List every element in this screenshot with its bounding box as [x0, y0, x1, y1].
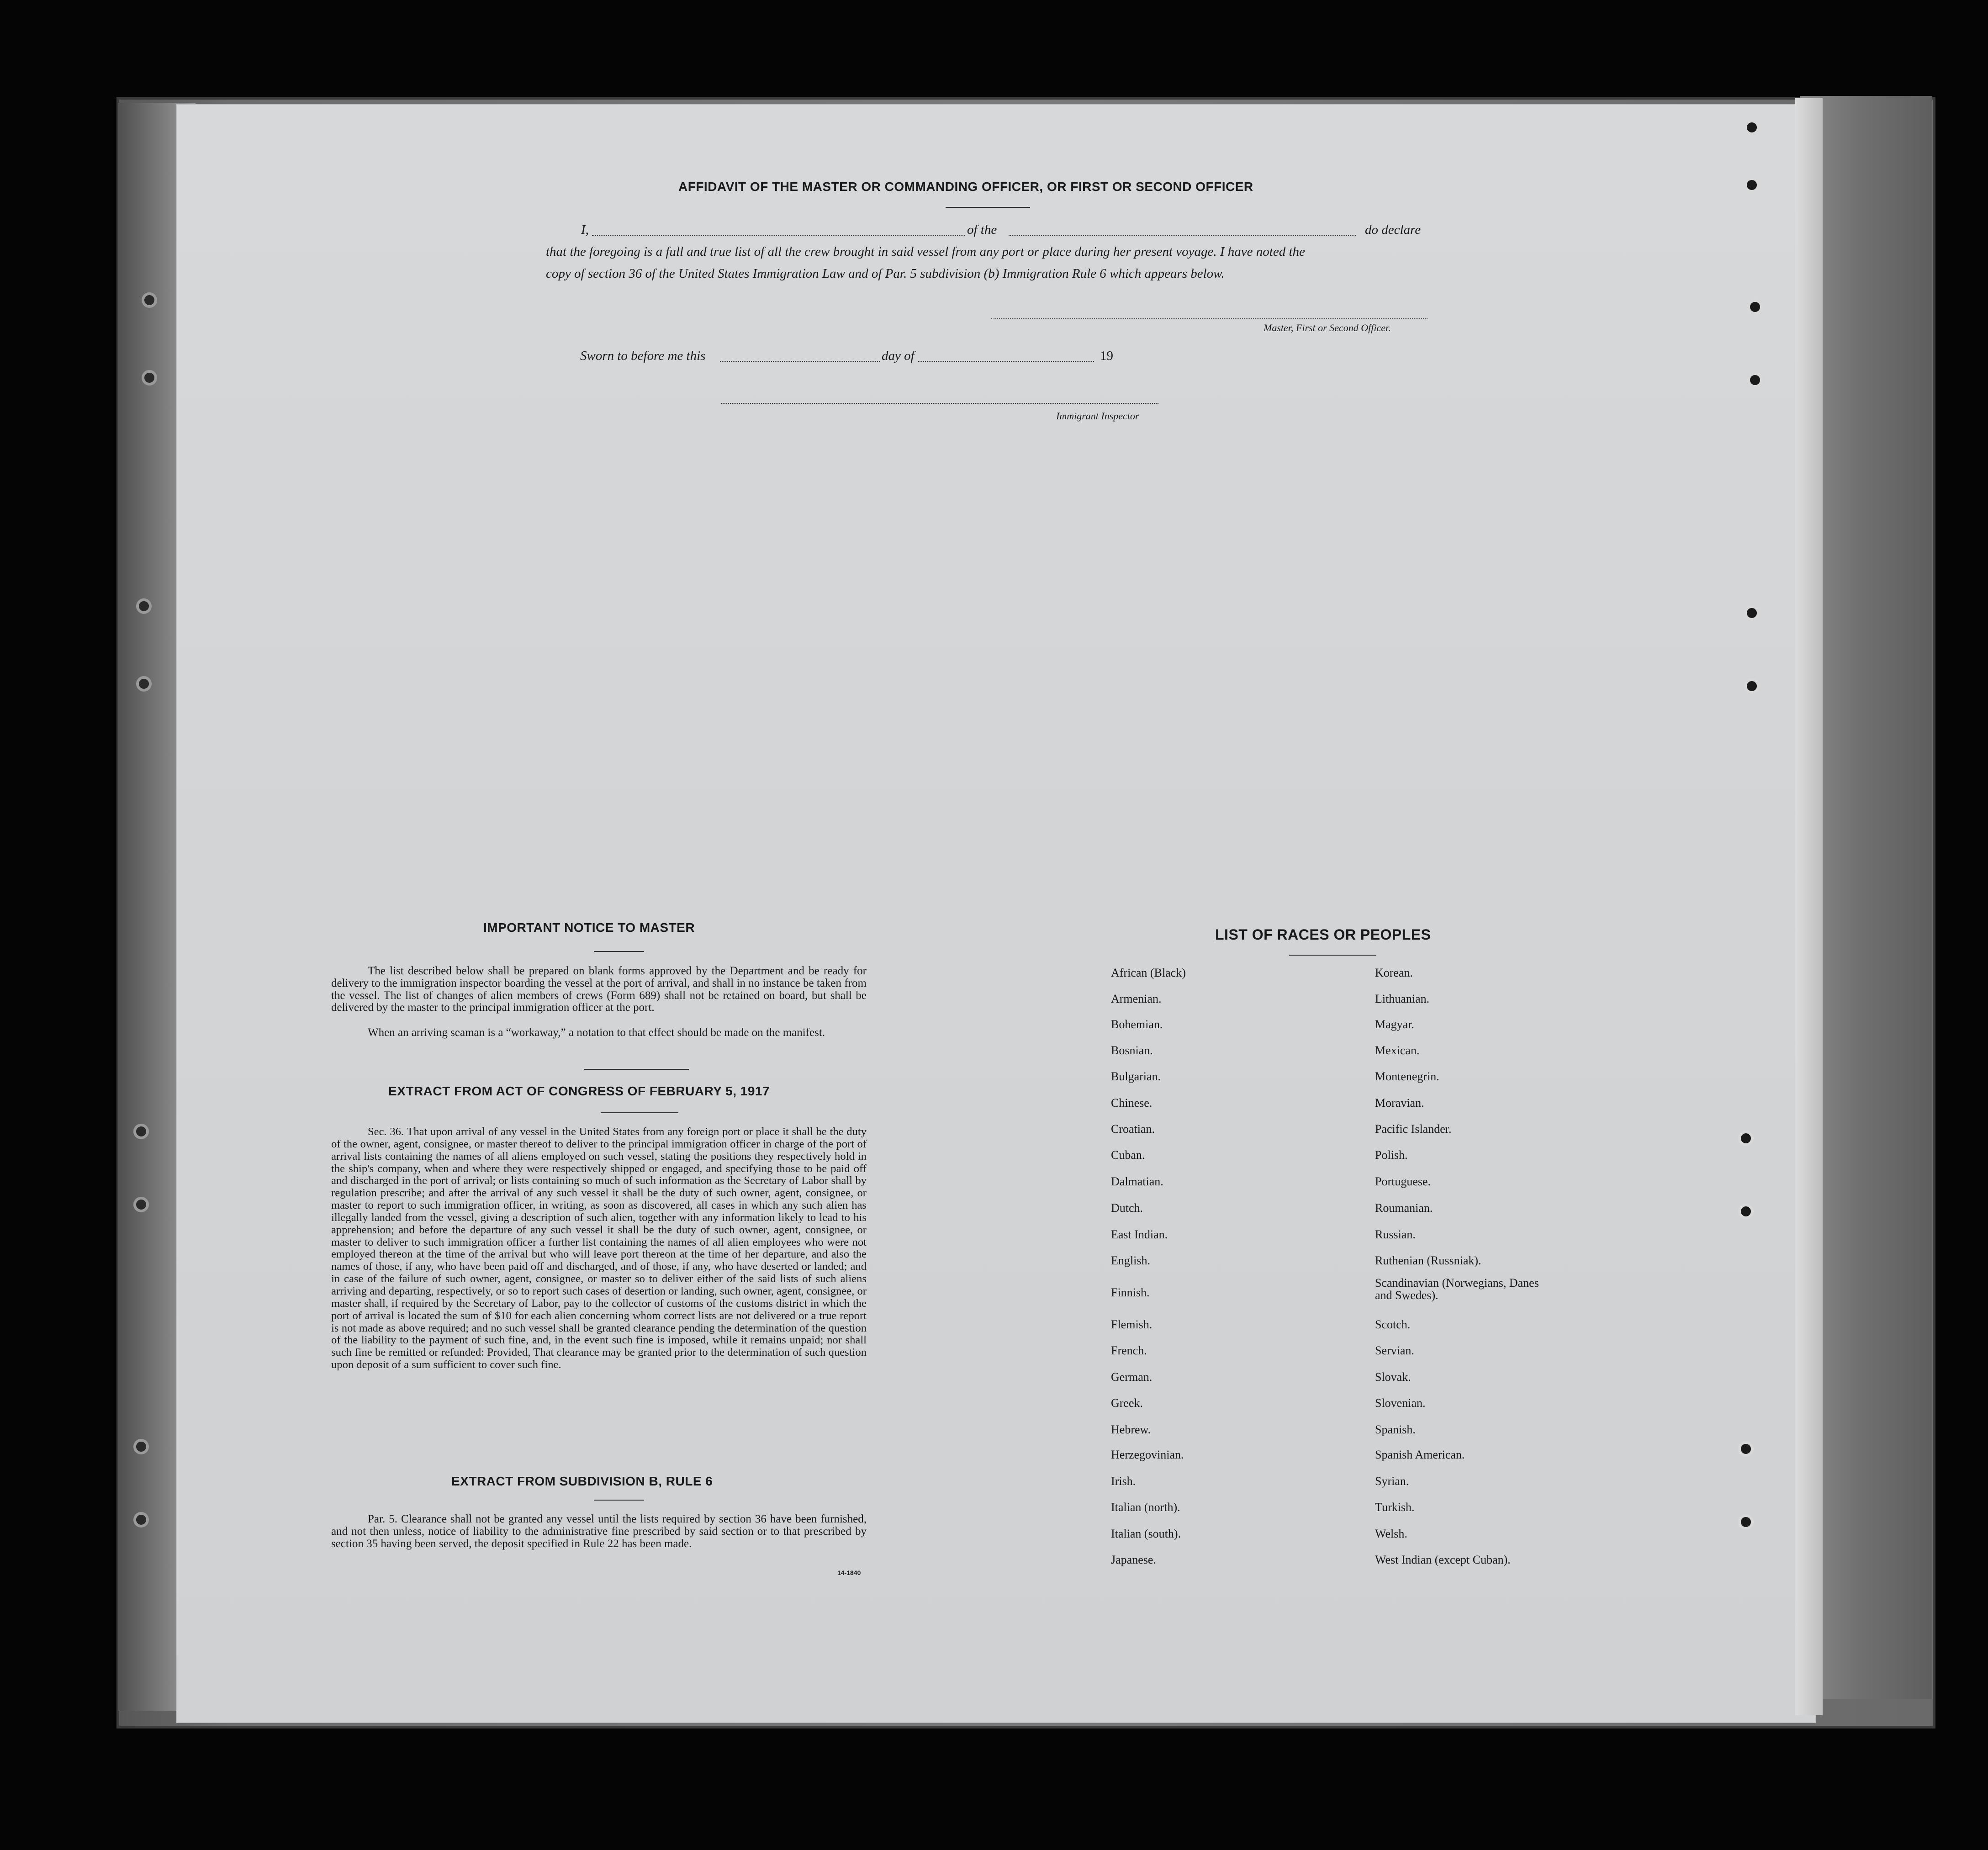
act-section-36-body: Sec. 36. That upon arrival of any vessel in the United States from any foreign port or place it shall be the duty of the owner, agent, consignee, or master thereof to deliver to the principal immigration officer in charge of the port of arrival lists containing the names of all aliens employed on such vessel, stating the positions they respectively hold in the ship's company, when and where they were respectively shipped or engaged, and specifying those to be paid off and discharged in the port of arrival; or lists containing so much of such information as the Secretary of Labor shall by regulation prescribe; and after the arrival of any such vessel it shall be the duty of such owner, agent, consignee, or master to report to such immigration officer, in writing, as soon as discovered, all cases in which any such alien has illegally landed from the vessel, giving a description of such alien, together with any information likely to lead to his apprehension; and before the departure of any such vessel it shall be the duty of such owner, agent, consignee, or master to deliver to such immigration officer a further list containing the names of all alien employees who were not employed thereon at the time of the arrival but who will leave port thereon at the time of her departure, and also the names of those, if any, who have been paid off and discharged, and of those, if any, who have deserted or landed; and in case of the failure of such owner, agent, consignee, or master so to deliver either of the said lists of such aliens arriving and departing, respectively, or so to report such cases of desertion or landing, such owner, agent, consignee, or master shall, if required by the Secretary of Labor, pay to the collector of customs of the customs district in which the port of arrival is located the sum of $10 for each alien concerning whom correct lists are not delivered or a true report is not made as above required; and no such vessel shall be granted clearance pending the determination of the question of the liability to the payment of such fine, and, in the event such fine is imposed, while it remains unpaid; nor shall such fine be remitted or refunded: Provided, That clearance may be granted prior to the determination of such question upon deposit of a sum sufficient to cover such fine.	[331, 1126, 867, 1371]
binder-hole-icon	[1744, 177, 1760, 193]
race-item: Scandinavian (Norwegians, Danes and Swedes).	[1375, 1276, 1539, 1302]
sworn-day-of-label: day of	[882, 349, 915, 363]
race-item: Slovak.	[1375, 1370, 1411, 1384]
inspector-label: Immigrant Inspector	[1056, 410, 1139, 422]
race-item: Magyar.	[1375, 1018, 1414, 1031]
sworn-day-field[interactable]	[720, 361, 880, 362]
notice-para-1: The list described below shall be prepared on blank forms approved by the Department and be ready for delivery to the immigration inspector boarding the vessel at the port of arrival, and shall in no instance be taken from the vessel. The list of changes of alien members of crews (Form 689) shall not be retained on board, but shall be delivered by the master to the principal immigration officer at the port.	[331, 965, 867, 1014]
page-right-edge	[1795, 98, 1823, 1715]
binder-hole-icon	[1744, 678, 1760, 694]
race-item: Ruthenian (Russniak).	[1375, 1254, 1481, 1267]
race-item: Dutch.	[1111, 1201, 1143, 1215]
sworn-month-field[interactable]	[918, 361, 1094, 362]
title-rule	[946, 207, 1030, 208]
binder-hole-icon	[133, 1512, 149, 1528]
vessel-name-field[interactable]	[1009, 235, 1356, 236]
races-title: LIST OF RACES OR PEOPLES	[1215, 926, 1431, 943]
signature-line[interactable]	[991, 318, 1428, 319]
race-item: Chinese.	[1111, 1096, 1153, 1110]
race-item: Montenegrin.	[1375, 1070, 1439, 1083]
binder-hole-icon	[133, 1197, 149, 1212]
affidavit-line-3: copy of section 36 of the United States Immigration Law and of Par. 5 subdivision (b) Immigration Rule 6 which appears below.	[546, 266, 1225, 281]
race-item: Bohemian.	[1111, 1018, 1163, 1031]
race-item: African (Black)	[1111, 966, 1186, 979]
race-item: Bulgarian.	[1111, 1070, 1161, 1083]
race-item: Italian (south).	[1111, 1527, 1181, 1540]
binder-hole-icon	[1747, 299, 1763, 315]
race-item: Croatian.	[1111, 1122, 1155, 1136]
binder-hole-icon	[142, 370, 157, 386]
race-item: Polish.	[1375, 1148, 1408, 1162]
race-item: Finnish.	[1111, 1286, 1150, 1299]
binder-hole-icon	[142, 292, 157, 308]
binder-hole-icon	[1738, 1131, 1754, 1146]
act-title-rule	[601, 1112, 678, 1113]
race-item: Lithuanian.	[1375, 992, 1430, 1005]
declarant-name-field[interactable]	[592, 235, 965, 236]
binder-hole-icon	[1744, 120, 1760, 135]
rule-extract-title: EXTRACT FROM SUBDIVISION B, RULE 6	[451, 1474, 713, 1488]
affidavit-title: AFFIDAVIT OF THE MASTER OR COMMANDING OFFICER, OR FIRST OR SECOND OFFICER	[678, 180, 1253, 194]
race-item: Mexican.	[1375, 1044, 1420, 1057]
document-page	[177, 105, 1815, 1722]
races-title-rule	[1289, 955, 1376, 956]
sworn-label: Sworn to before me this	[580, 349, 706, 363]
race-item: Spanish American.	[1375, 1448, 1465, 1461]
race-item: Moravian.	[1375, 1096, 1424, 1110]
binder-hole-icon	[133, 1439, 149, 1454]
race-item: Welsh.	[1375, 1527, 1407, 1540]
binder-hole-icon	[1747, 372, 1763, 388]
race-item: Korean.	[1375, 966, 1413, 979]
race-item: English.	[1111, 1254, 1150, 1267]
race-item: West Indian (except Cuban).	[1375, 1553, 1511, 1566]
binder-hole-icon	[1738, 1441, 1754, 1457]
race-item: Italian (north).	[1111, 1501, 1180, 1514]
race-item: Pacific Islander.	[1375, 1122, 1452, 1136]
binder-hole-icon	[1744, 605, 1760, 621]
signature-label: Master, First or Second Officer.	[1264, 322, 1391, 333]
race-item: Hebrew.	[1111, 1423, 1151, 1436]
race-item: Herzegovinian.	[1111, 1448, 1184, 1461]
race-item: Flemish.	[1111, 1318, 1153, 1331]
race-item: German.	[1111, 1370, 1153, 1384]
sworn-year-label: 19	[1100, 349, 1113, 363]
race-item: Irish.	[1111, 1475, 1136, 1488]
race-item: Japanese.	[1111, 1553, 1156, 1566]
notice-title: IMPORTANT NOTICE TO MASTER	[483, 920, 695, 935]
inspector-signature-line[interactable]	[721, 403, 1158, 404]
race-item: Cuban.	[1111, 1148, 1145, 1162]
rule-title-rule	[594, 1500, 644, 1501]
race-item: Greek.	[1111, 1396, 1143, 1410]
race-item: Bosnian.	[1111, 1044, 1153, 1057]
race-item: Russian.	[1375, 1228, 1416, 1241]
affidavit-declare-label: do declare	[1365, 222, 1421, 237]
binder-hole-icon	[136, 676, 152, 692]
rule-par-5-body: Par. 5. Clearance shall not be granted any vessel until the lists required by section 36 have been furnished, and not then unless, notice of liability to the administrative fine prescribed by said section or to that prescribed by section 35 having been served, the deposit specified in Rule 22 has been made.	[331, 1513, 867, 1550]
race-item: Turkish.	[1375, 1501, 1415, 1514]
binder-hole-icon	[136, 598, 152, 614]
race-item: French.	[1111, 1344, 1147, 1357]
race-item: Spanish.	[1375, 1423, 1416, 1436]
binder-hole-icon	[133, 1124, 149, 1139]
affidavit-i-label: I,	[581, 222, 589, 237]
race-item: Portuguese.	[1375, 1175, 1431, 1188]
race-item: Syrian.	[1375, 1475, 1409, 1488]
race-item: Roumanian.	[1375, 1201, 1433, 1215]
binder-hole-icon	[1738, 1204, 1754, 1219]
affidavit-line-2: that the foregoing is a full and true list of all the crew brought in said vessel from any port or place during her present voyage. I have noted the	[546, 244, 1305, 259]
form-number: 14-1840	[837, 1569, 861, 1576]
section-divider	[584, 1069, 689, 1070]
affidavit-of-the-label: of the	[967, 222, 997, 237]
notice-title-rule	[594, 951, 644, 952]
race-item: East Indian.	[1111, 1228, 1168, 1241]
race-item: Scotch.	[1375, 1318, 1411, 1331]
race-item: Dalmatian.	[1111, 1175, 1163, 1188]
race-item: Armenian.	[1111, 992, 1162, 1005]
notice-para-2: When an arriving seaman is a “workaway,” a notation to that effect should be made on the manifest.	[368, 1026, 825, 1039]
act-extract-title: EXTRACT FROM ACT OF CONGRESS OF FEBRUARY 5, 1917	[388, 1084, 770, 1098]
binder-hole-icon	[1738, 1514, 1754, 1530]
race-item: Servian.	[1375, 1344, 1414, 1357]
race-item: Slovenian.	[1375, 1396, 1426, 1410]
